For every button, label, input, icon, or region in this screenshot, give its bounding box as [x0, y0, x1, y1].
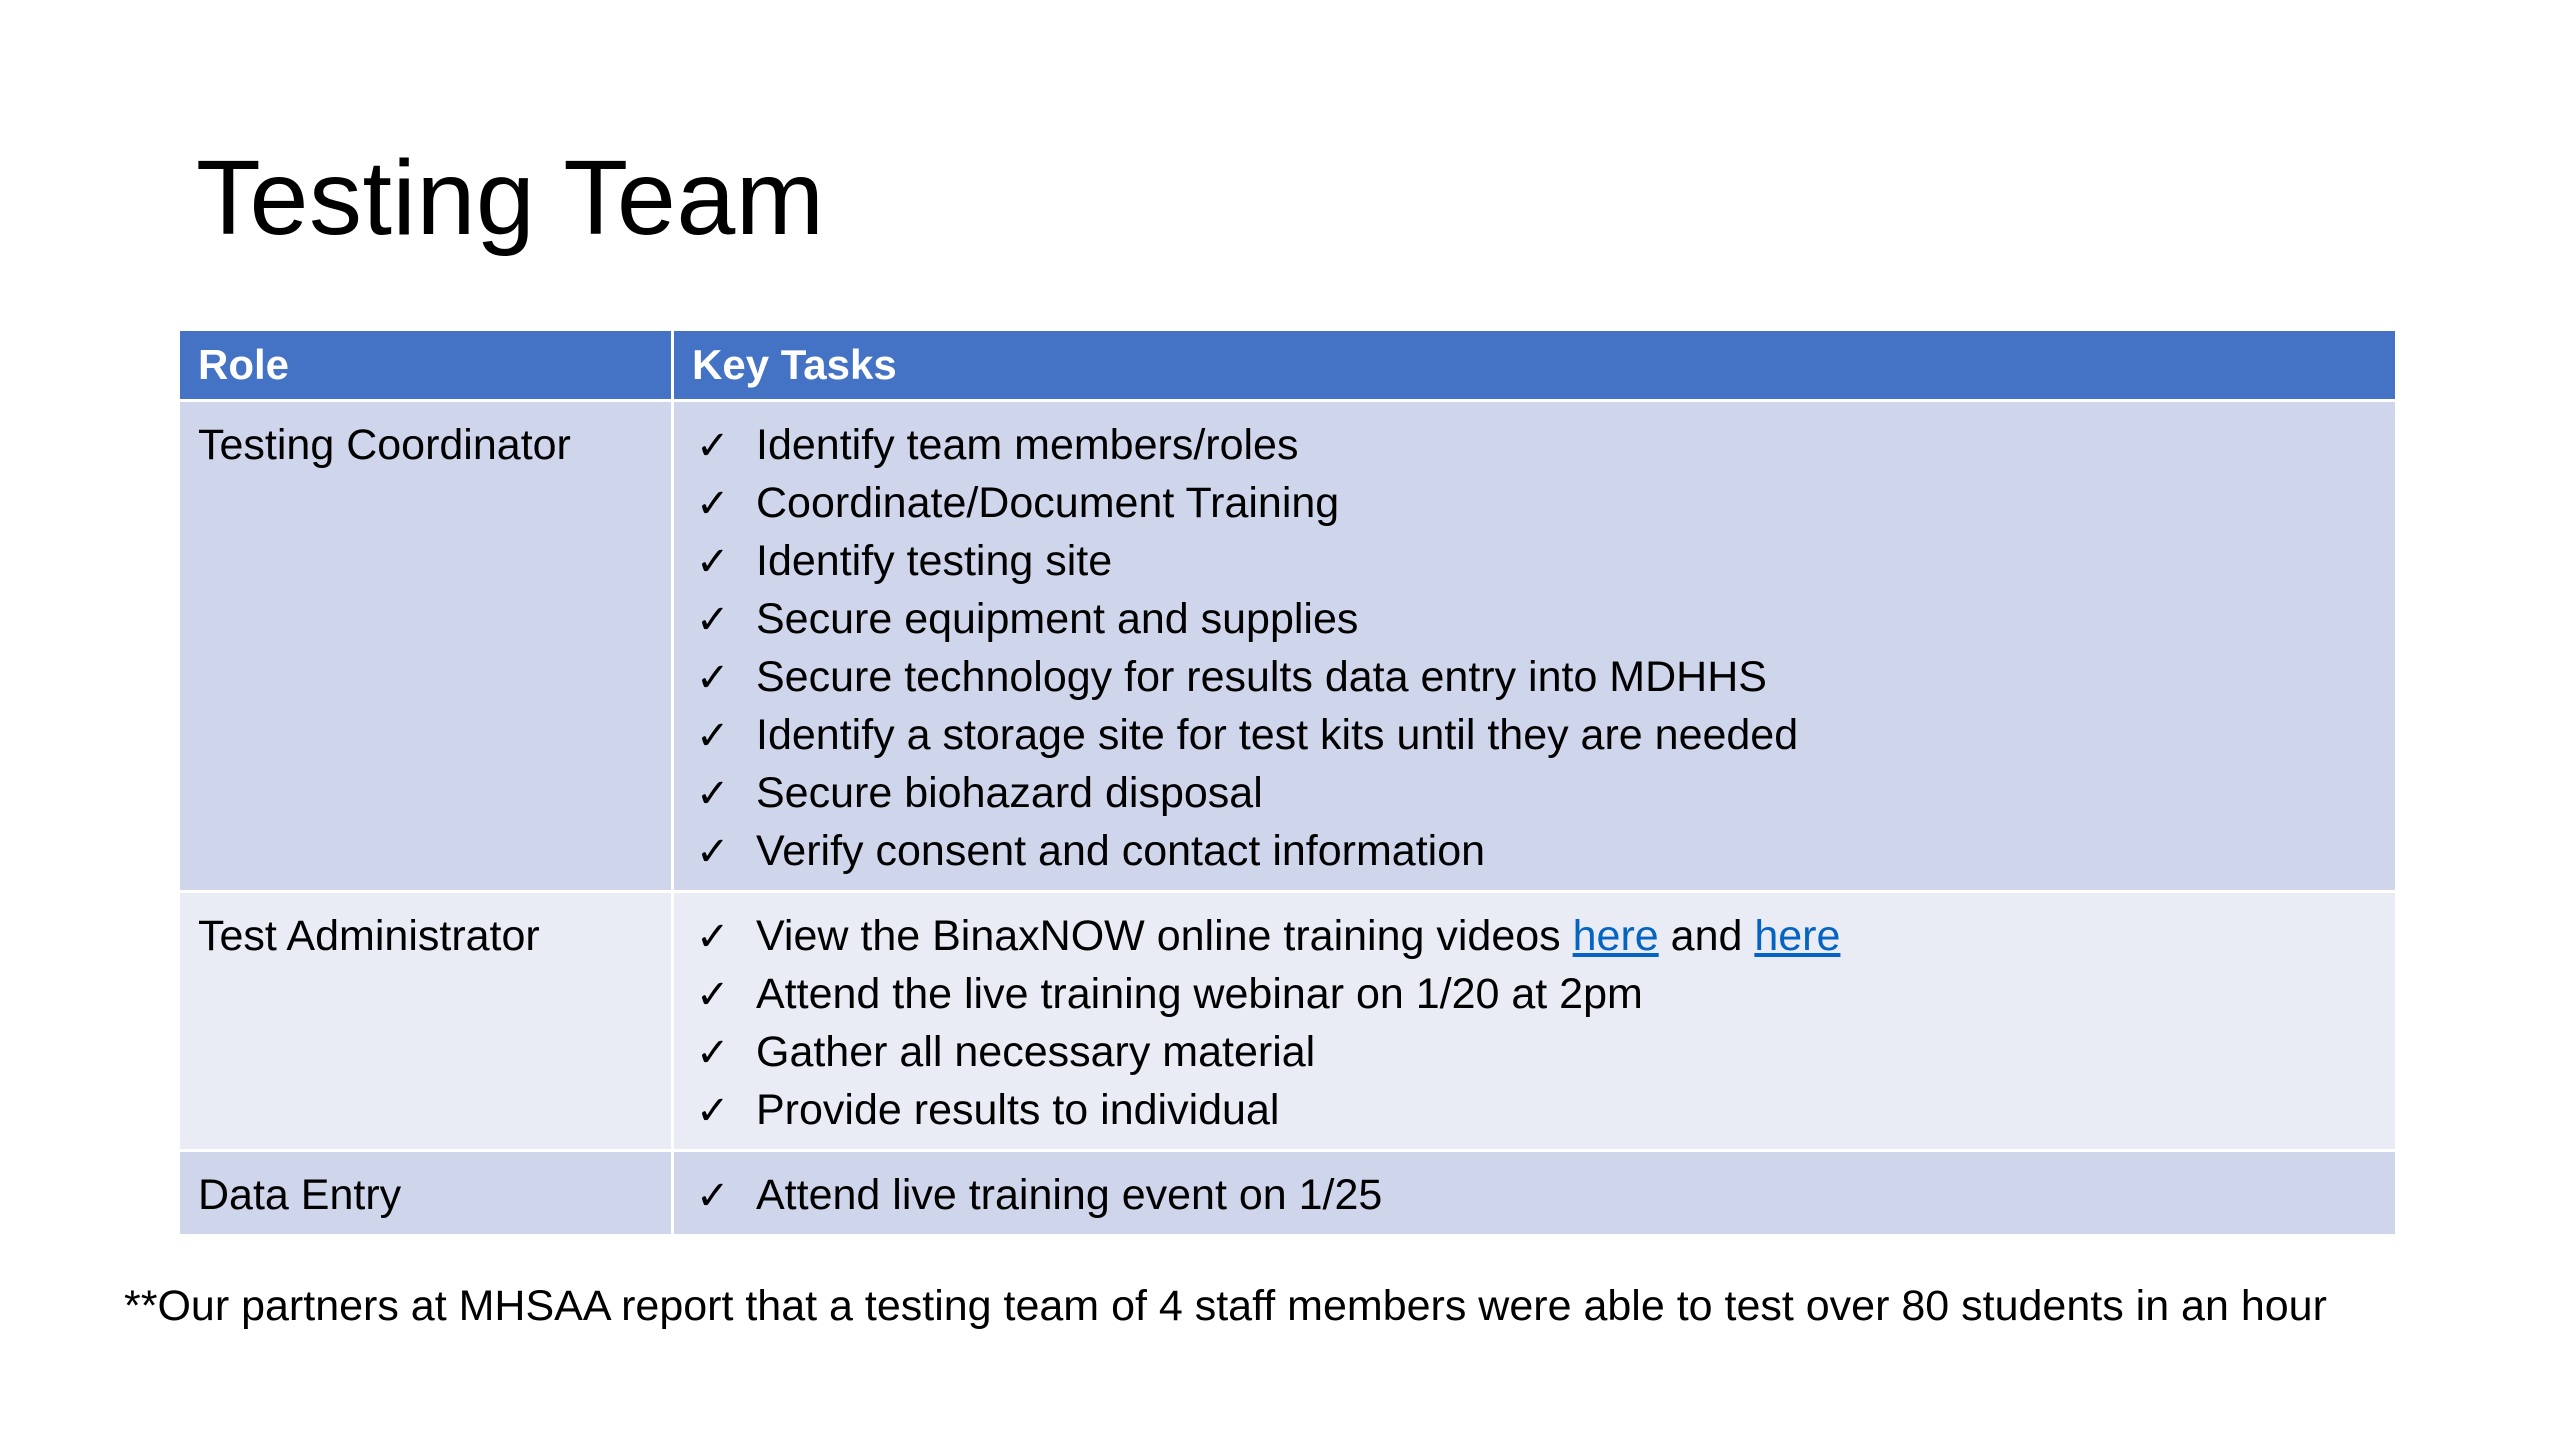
task-item — [692, 1081, 2377, 1139]
role-cell: Data Entry — [179, 1151, 673, 1236]
check-icon: ✓ — [696, 539, 730, 585]
task-text: Gather all necessary material — [756, 1028, 1316, 1076]
task-item — [692, 1023, 2377, 1081]
task-item — [692, 822, 2377, 880]
task-text: Attend the live training webinar on 1/20 at 2pm — [756, 970, 1643, 1018]
task-item — [692, 532, 2377, 590]
check-icon: ✓ — [696, 713, 730, 759]
task-text: Identify a storage site for test kits until they are needed — [756, 711, 1799, 759]
task-item — [692, 590, 2377, 648]
header-role: Role — [179, 330, 673, 401]
table-row-testing-coordinator — [179, 401, 2397, 892]
check-icon: ✓ — [696, 972, 730, 1018]
testing-team-table — [177, 328, 2398, 1237]
task-item — [692, 416, 2377, 474]
task-text: Identify team members/roles — [756, 421, 1299, 469]
tasks-cell — [673, 1151, 2397, 1236]
check-icon: ✓ — [696, 1030, 730, 1076]
task-text: Verify consent and contact information — [756, 827, 1486, 875]
task-text-middle: and — [1658, 912, 1755, 960]
task-text — [756, 907, 1840, 965]
task-item — [692, 965, 2377, 1023]
task-text-prefix: View the BinaxNOW online training videos — [756, 912, 1573, 960]
task-text: Provide results to individual — [756, 1086, 1280, 1134]
task-item — [692, 474, 2377, 532]
table-row-data-entry — [179, 1151, 2397, 1236]
role-cell: Test Administrator — [179, 892, 673, 1151]
task-item — [692, 648, 2377, 706]
task-list — [692, 416, 2377, 880]
task-text: Secure biohazard disposal — [756, 769, 1263, 817]
training-video-link-1[interactable]: here — [1572, 912, 1659, 960]
check-icon: ✓ — [696, 1173, 730, 1219]
role-cell: Testing Coordinator — [179, 401, 673, 892]
task-text: Secure technology for results data entry into MDHHS — [756, 653, 1767, 701]
task-list — [692, 907, 2377, 1139]
slide-title: Testing Team — [196, 139, 825, 257]
task-text: Coordinate/Document Training — [756, 479, 1340, 527]
training-video-link-2[interactable]: here — [1754, 912, 1841, 960]
check-icon: ✓ — [696, 423, 730, 469]
check-icon: ✓ — [696, 1088, 730, 1134]
task-text: Attend live training event on 1/25 — [756, 1171, 1383, 1219]
footnote: **Our partners at MHSAA report that a testing team of 4 staff members were able to test over 80 students in an hour — [124, 1282, 2327, 1330]
tasks-cell — [673, 892, 2397, 1151]
task-text: Identify testing site — [756, 537, 1113, 585]
task-item — [692, 1166, 2377, 1224]
check-icon: ✓ — [696, 655, 730, 701]
task-text: Secure equipment and supplies — [756, 595, 1359, 643]
tasks-cell — [673, 401, 2397, 892]
check-icon: ✓ — [696, 597, 730, 643]
table-header-row — [179, 330, 2397, 401]
check-icon: ✓ — [696, 829, 730, 875]
task-item — [692, 907, 2377, 965]
header-key-tasks: Key Tasks — [673, 330, 2397, 401]
table-row-test-administrator — [179, 892, 2397, 1151]
task-list — [692, 1166, 2377, 1224]
check-icon: ✓ — [696, 914, 730, 960]
task-item — [692, 764, 2377, 822]
check-icon: ✓ — [696, 481, 730, 527]
task-item — [692, 706, 2377, 764]
check-icon: ✓ — [696, 771, 730, 817]
